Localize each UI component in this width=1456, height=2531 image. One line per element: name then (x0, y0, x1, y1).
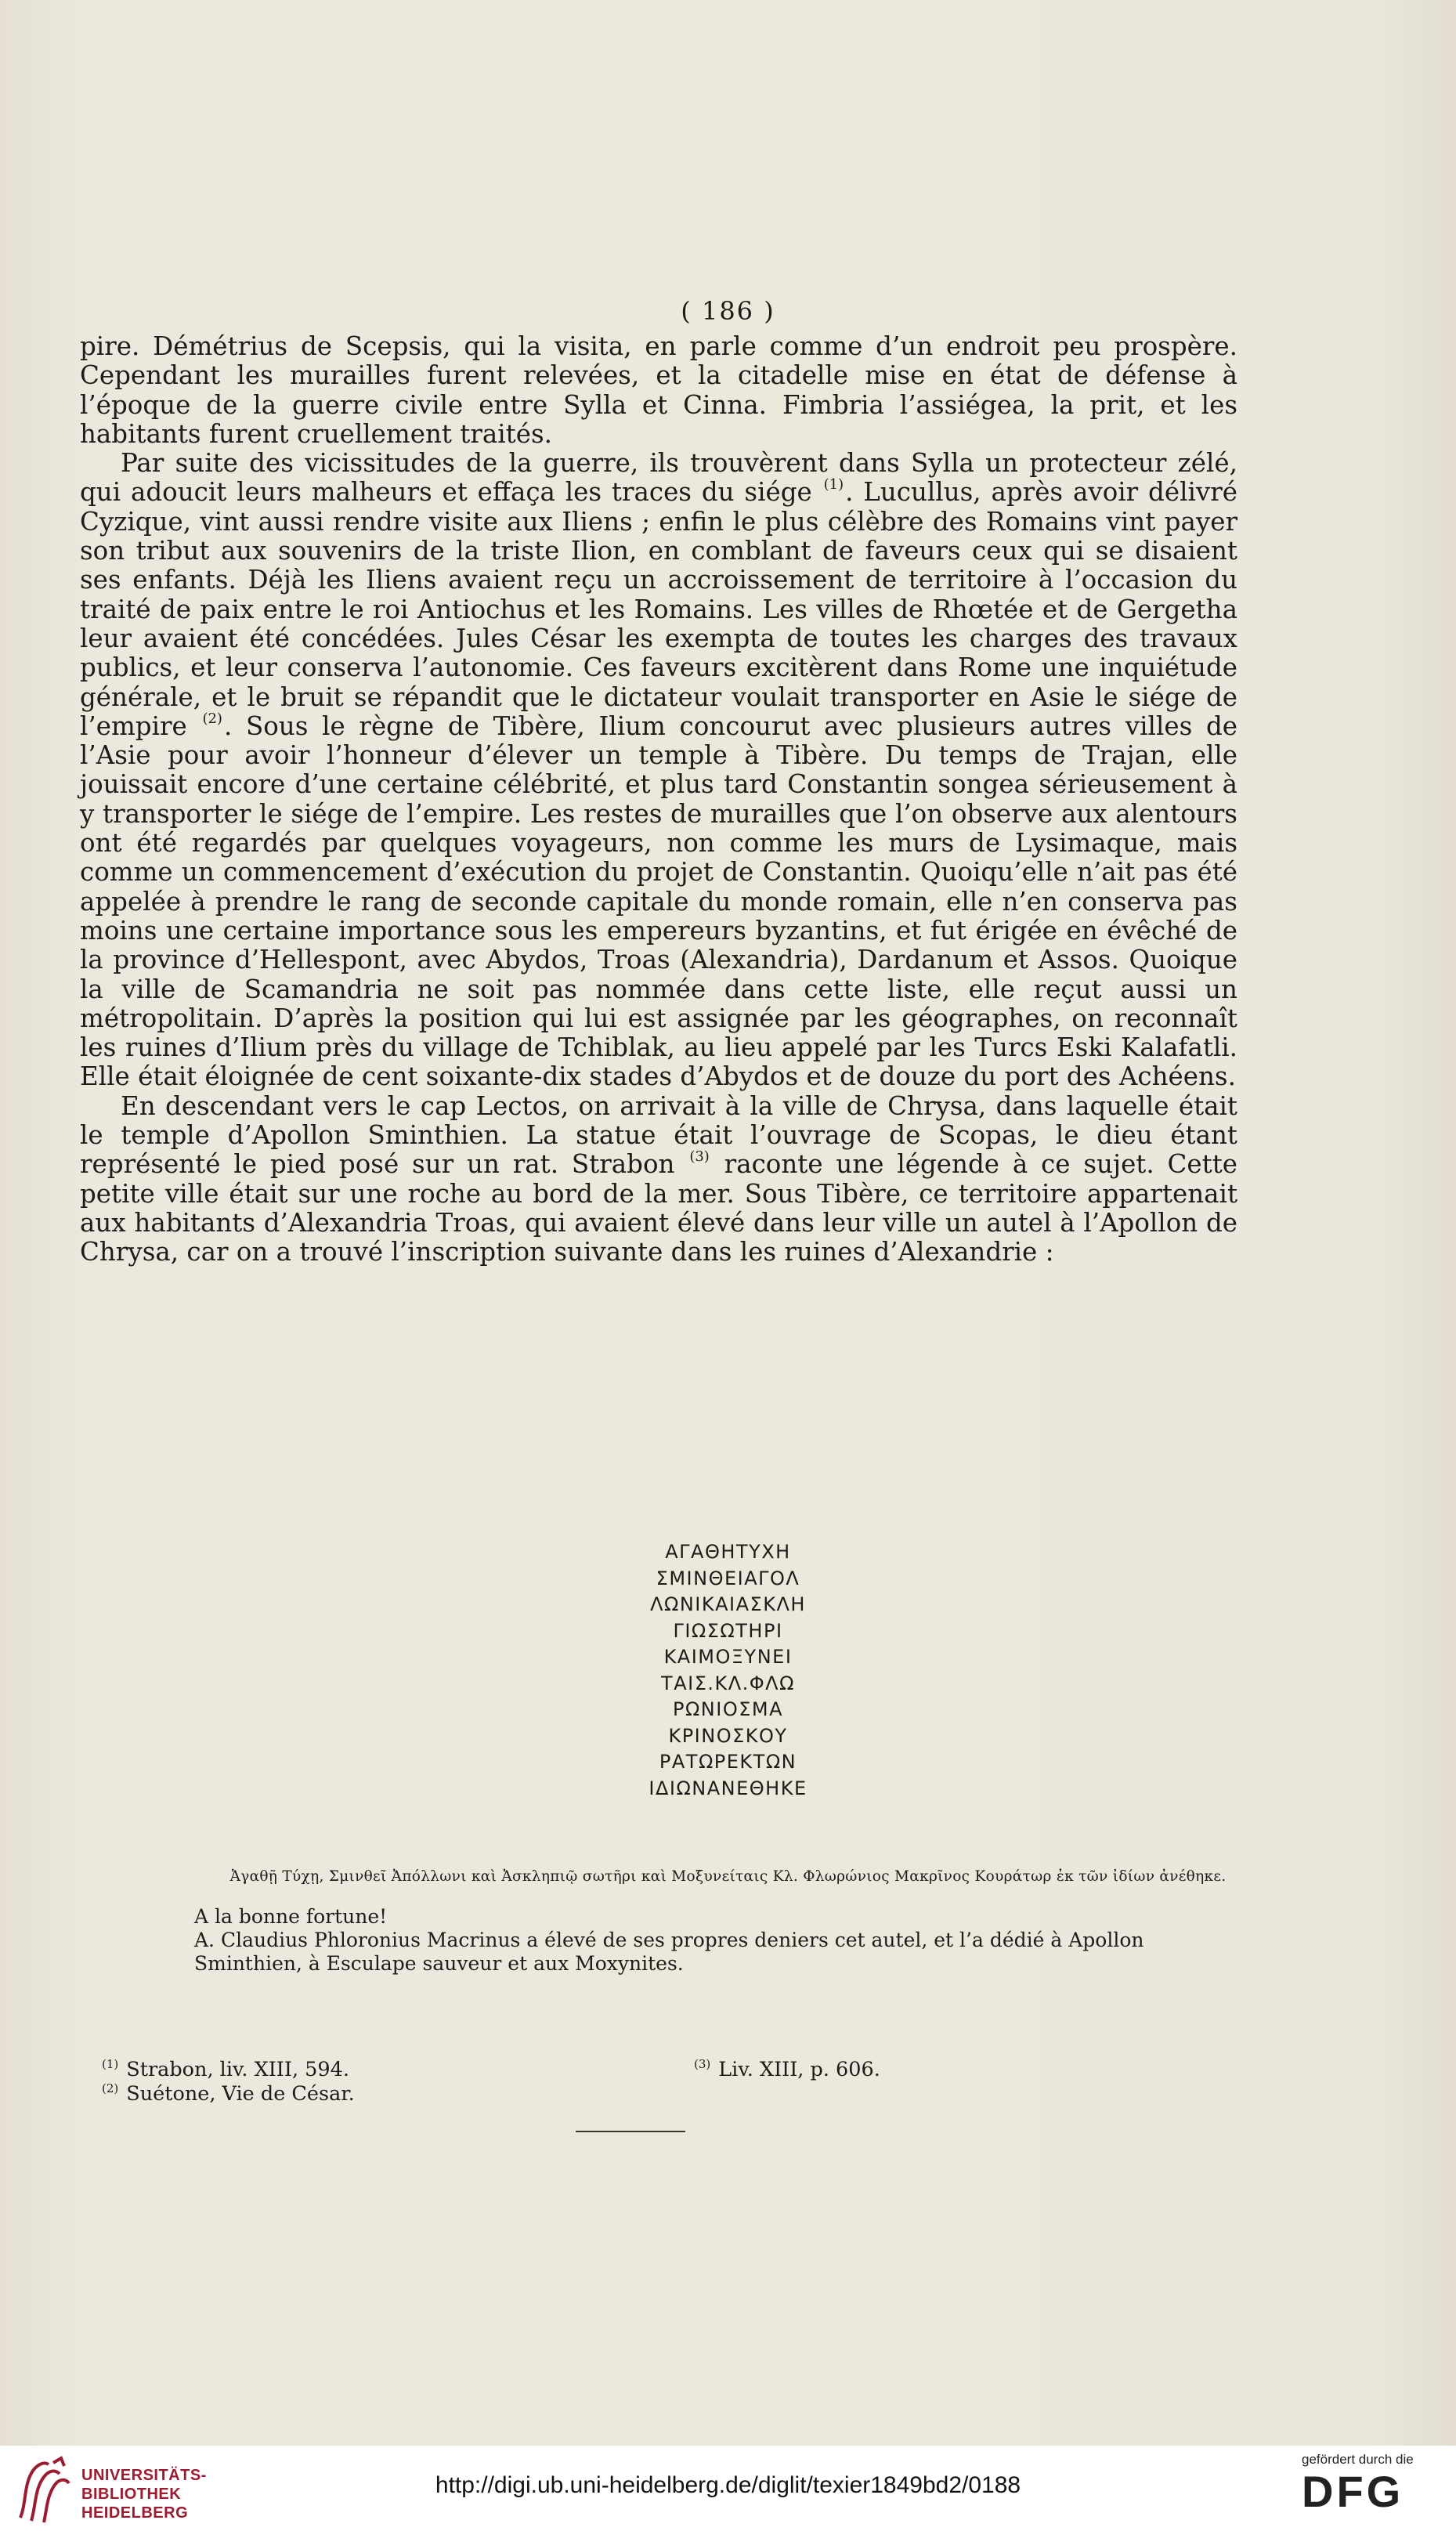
viewer-footer (0, 2446, 1456, 2531)
dfg-logo: DFG (1302, 2467, 1404, 2516)
library-name-line: UNIVERSITÄTS- (81, 2467, 207, 2484)
footnote-ref-3[interactable]: (3) (689, 1148, 710, 1166)
page-number: ( 186 ) (681, 296, 775, 326)
translation-line: Sminthien, à Esculape sauveur et aux Moxynites. (194, 1952, 684, 1975)
paragraph-text: En descendant vers le cap Lectos, on arrivait à la ville de Chrysa, dans laquelle était le temple d’Apollon Sminthien. La statue était l’ouvrage de Scopas, le dieu étant représenté le pied posé sur un rat. Strabon (80, 1090, 1237, 1180)
paragraph-3 (80, 1092, 1237, 1267)
translation-line: A. Claudius Phloronius Macrinus a élevé de ses propres deniers cet autel, et l’a dédié à Apollon (194, 1929, 1144, 1951)
inscription-line: ΓΙΩΣΩΤΗΡΙ (673, 1619, 783, 1642)
footnote-mark: (3) (694, 2057, 711, 2071)
footnote-text: Suétone, Vie de César. (126, 2082, 355, 2106)
inscription-line: ΛΩΝΙΚΑΙΑΣΚΛΗ (650, 1593, 806, 1615)
footnote-mark: (1) (102, 2057, 119, 2071)
inscription-line: ΚΑΙΜΟΞΥΝΕΙ (663, 1646, 793, 1668)
paragraph-text: raconte une légende à ce sujet. Cette petite ville était sur une roche au bord de la mer. Sous Tibère, ce territoire appartenait aux habitants d’Alexandria Troas, qui avaient élevé dans leur ville un autel à l’Apollon de Chrysa, car on a trouvé l’inscription suivante dans les ruines d’Alexandrie : (80, 1149, 1238, 1267)
greek-inscription (0, 1539, 1456, 1802)
footnote-3 (694, 2058, 880, 2082)
footnote-text: Liv. XIII, p. 606. (718, 2058, 880, 2081)
paragraph-2 (80, 449, 1237, 1092)
paragraph-text: . Sous le règne de Tibère, Ilium concourut avec plusieurs autres villes de l’Asie pour avoir l’honneur d’élever un temple à Tibère. Du temps de Trajan, elle jouissait encore d’une certaine célébrité, et plus tard Constantin songea sérieusement à y transporter le siége de l’empire. Les restes de murailles que l’on observe aux alentours ont été regardés par quelques voyageurs, non comme les murs de Lysimaque, mais comme un commencement d’exécution du projet de Constantin. Quoiqu’elle n’ait pas été appelée à prendre le rang de seconde capitale du monde romain, elle n’en conserva pas moins une certaine importance sous les empereurs byzantins, et fut érigée en évêché de la province d’Hellespont, avec Abydos, Troas (Alexandria), Dardanum et Assos. Quoique la ville de Scamandria ne soit pas nommée dans cette liste, elle reçut aussi un métropolitain. D’après la position qui lui est assignée par les géographes, on reconnaît les ruines d’Ilium près du village de Tchiblak, au lieu appelé par les Turcs Eski Kalafatli. Elle était éloignée de cent soixante-dix stades d’Abydos et de douze du port des Achéens. (80, 710, 1237, 1092)
end-rule (576, 2131, 685, 2132)
greek-transcription: Ἀγαθῇ Τύχῃ, Σμινθεῖ Ἀπόλλωνι καὶ Ἀσκληπιῷ σωτῆρι καὶ Μοξυνείταις Κλ. Φλωρώνιος Μακρῖνος Κουράτωρ ἐκ τῶν ἰδίων ἀνέθηκε. (229, 1868, 1227, 1885)
inscription-line: ΡΑΤΩΡΕΚΤΩΝ (659, 1751, 797, 1773)
footnote-mark: (2) (102, 2081, 119, 2095)
funder-label: gefördert durch die (1302, 2452, 1414, 2467)
permalink-url[interactable]: http://digi.ub.uni-heidelberg.de/diglit/texier1849bd2/0188 (435, 2472, 1021, 2498)
translation-line: A la bonne fortune! (194, 1905, 388, 1928)
paragraph-1 (80, 332, 1237, 449)
dfg-funding-badge (1302, 2452, 1439, 2516)
footnote-ref-1[interactable]: (1) (823, 476, 844, 494)
paragraph-text: . Lucullus, après avoir délivré Cyzique, vint aussi rendre visite aux Iliens ; enfin le plus célèbre des Romains vint payer son tribut aux souvenirs de la triste Ilion, en comblant de faveurs ceux qui se disaient ses enfants. Déjà les Iliens avaient reçu un accroissement de territoire à l’occasion du traité de paix entre le roi Antiochus et les Romains. Les villes de Rhœtée et de Gergetha leur avaient été concédées. Jules César les exempta de toutes les charges des travaux publics, et leur conserva l’autonomie. Ces faveurs excitèrent dans Rome une inquiétude générale, et le bruit se répandit que le dictateur voulait transporter en Asie le siége de l’empire (80, 477, 1237, 741)
inscription-line: ΚΡΙΝΟΣΚΟΥ (668, 1724, 788, 1747)
footnote-2 (102, 2082, 355, 2106)
paragraph-text: Par suite des vicissitudes de la guerre, ils trouvèrent dans Sylla un protecteur zélé, qui adoucit leurs malheurs et effaça les traces du siége (80, 448, 1237, 508)
library-name-line: BIBLIOTHEK (81, 2486, 182, 2503)
french-translation (194, 1905, 1181, 1976)
library-name-line: HEIDELBERG (81, 2504, 189, 2522)
inscription-line: ΡΩΝΙΟΣΜΑ (672, 1698, 784, 1720)
paragraph-text: pire. Démétrius de Scepsis, qui la visita, en parle comme d’un endroit peu prospère. Cependant les murailles furent relevées, et la citadelle mise en état de défense à l’époque de la guerre civile entre Sylla et Cinna. Fimbria l’assiégea, la prit, et les habitants furent cruellement traités. (80, 331, 1237, 449)
body-text (80, 332, 1237, 1267)
inscription-line: ΑΓΑΘΗΤΥΧΗ (665, 1541, 791, 1563)
inscription-line: ΣΜΙΝΘΕΙΑΓΟΛ (656, 1567, 800, 1589)
footnote-1 (102, 2058, 349, 2082)
inscription-line: ΤΑΙΣ.ΚΛ.ΦΛΩ (661, 1672, 795, 1694)
footnote-ref-2[interactable]: (2) (202, 710, 222, 727)
footnote-text: Strabon, liv. XIII, 594. (126, 2058, 349, 2081)
inscription-line: ΙΔΙΩΝΑΝΕΘΗΚΕ (649, 1777, 807, 1799)
